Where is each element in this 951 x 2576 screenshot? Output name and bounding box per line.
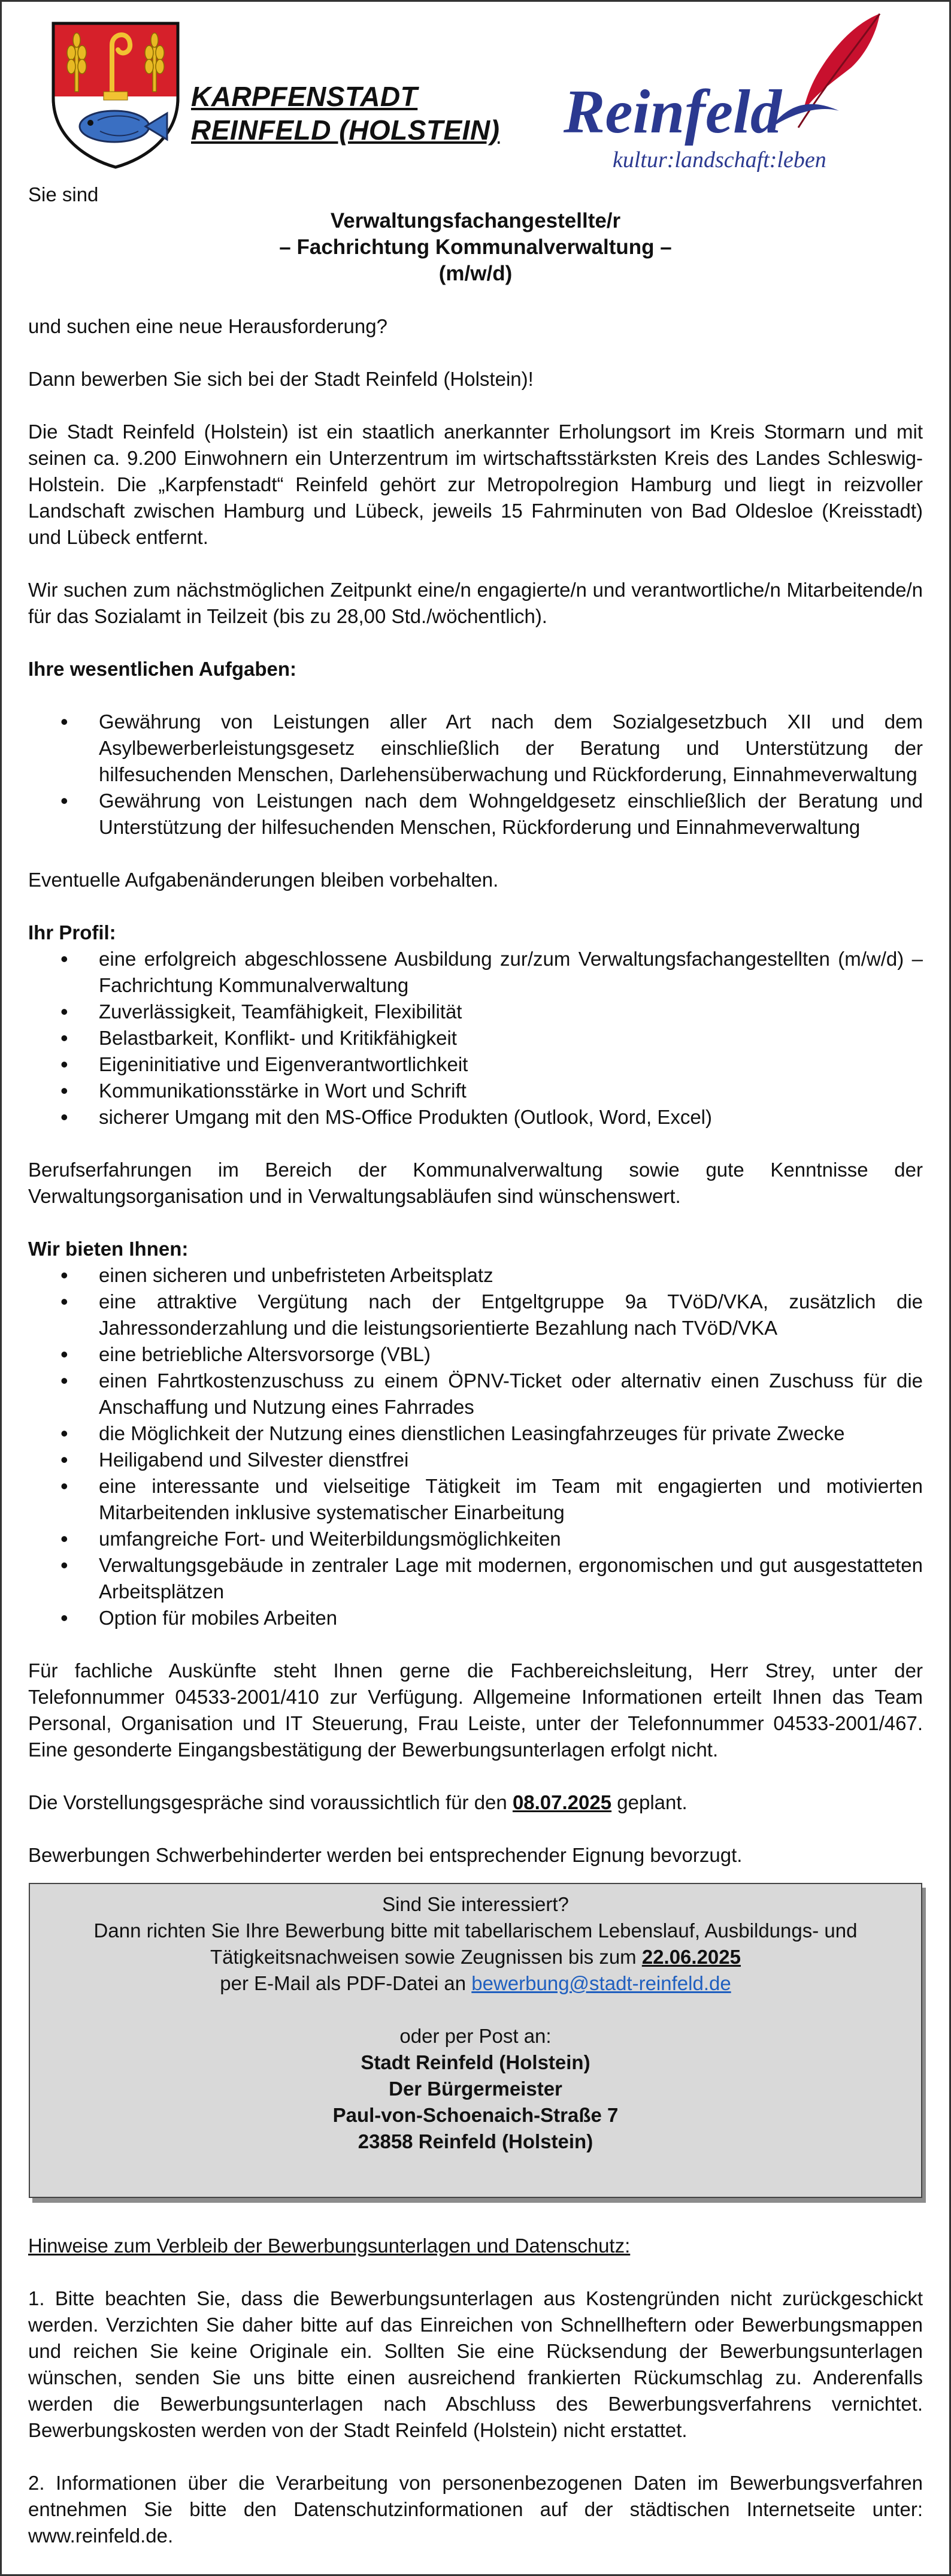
paragraph-city-description: Die Stadt Reinfeld (Holstein) ist ein staatlich anerkannter Erholungsort im Kreis Stormarn und mit seinen ca. 9.200 Einwohnern ein Unterzentrum im wirtschaftsstärksten Kreis des Landes Schleswig-Holstein. Die „Karpfenstadt“ Reinfeld gehört zur Metropolregion Hamburg und liegt in reizvoller Landschaft zwischen Hamburg und Lübeck, jeweils 15 Fahrminuten von Bad Oldesloe (Kreisstadt) und Lübeck entfernt.: [28, 421, 923, 548]
list-item: • Eigeninitiative und Eigenverantwortlichkeit: [28, 1051, 923, 1078]
list-item: • Verwaltungsgebäude in zentraler Lage mit modernen, ergonomischen und gut ausgestatteten Arbeitsplätzen: [28, 1552, 923, 1605]
intro-text: Sie sind: [28, 183, 99, 205]
application-deadline: 22.06.2025: [641, 1946, 741, 1968]
apply-line3-text: Tätigkeitsnachweisen sowie Zeugnissen bis zum: [210, 1946, 642, 1968]
job-title: [28, 208, 923, 287]
address-line1: Stadt Reinfeld (Holstein): [361, 2051, 590, 2073]
paragraph-challenge: und suchen eine neue Herausforderung?: [28, 315, 387, 337]
list-item: • einen Fahrtkostenzuschuss zu einem ÖPNV-Ticket oder alternativ einen Zuschuss für die Anschaffung und Nutzung eines Fahrrades: [28, 1368, 923, 1420]
offer-list: [28, 1262, 923, 1631]
interview-paragraph: [28, 1789, 923, 1816]
list-item: • die Möglichkeit der Nutzung eines dienstlichen Leasingfahrzeuges für private Zwecke: [28, 1420, 923, 1447]
list-item: • einen sicheren und unbefristeten Arbeitsplatz: [28, 1262, 923, 1289]
apply-line2: Dann richten Sie Ihre Bewerbung bitte mit tabellarischem Lebenslauf, Ausbildungs- und: [93, 1919, 858, 1942]
apply-question: Sind Sie interessiert?: [382, 1893, 569, 1915]
list-item: • eine erfolgreich abgeschlossene Ausbildung zur/zum Verwaltungsfachangestellten (m/w/d) – Fachrichtung Kommunalverwaltung: [28, 946, 923, 999]
job-title-line2: – Fachrichtung Kommunalverwaltung –: [279, 235, 672, 259]
profile-note: Berufserfahrungen im Bereich der Kommunalverwaltung sowie gute Kenntnisse der Verwaltungsorganisation und in Verwaltungsabläufen sind wünschenswert.: [28, 1159, 923, 1207]
disabled-note: Bewerbungen Schwerbehinderter werden bei entsprechender Eignung bevorzugt.: [28, 1844, 743, 1866]
list-item: • Gewährung von Leistungen nach dem Wohngeldgesetz einschließlich der Beratung und Unterstützung der hilfesuchenden Menschen, Rückforderung und Einnahmeverwaltung: [28, 788, 923, 840]
city-name-line1: KARPFENSTADT: [191, 81, 418, 112]
application-box: [29, 1883, 922, 2198]
address-line4: 23858 Reinfeld (Holstein): [358, 2130, 593, 2152]
list-item: • eine interessante und vielseitige Tätigkeit im Team mit engagierten und motivierten Mitarbeitenden inklusive systematischer Einarbeitung: [28, 1473, 923, 1526]
brand-tagline: kultur:landschaft:leben: [613, 147, 826, 173]
interview-text-before: Die Vorstellungsgespräche sind voraussichtlich für den: [28, 1791, 513, 1813]
quill-feather-icon: [767, 10, 887, 130]
list-item: • Option für mobiles Arbeiten: [28, 1605, 923, 1631]
application-email-link[interactable]: bewerbung@stadt-reinfeld.de: [471, 1972, 731, 1994]
profile-list: [28, 946, 923, 1130]
interview-text-after: geplant.: [611, 1791, 687, 1813]
job-title-line3: (m/w/d): [438, 262, 513, 285]
city-name-line2: REINFELD (HOLSTEIN): [191, 114, 500, 146]
header: [28, 2, 923, 182]
brand-wordmark: Reinfeld: [564, 77, 782, 146]
list-item: • Belastbarkeit, Konflikt- und Kritikfähigkeit: [28, 1025, 923, 1051]
paragraph-apply: Dann bewerben Sie sich bei der Stadt Reinfeld (Holstein)!: [28, 368, 534, 390]
tasks-note: Eventuelle Aufgabenänderungen bleiben vorbehalten.: [28, 869, 499, 891]
list-item: • Gewährung von Leistungen aller Art nach dem Sozialgesetzbuch XII und dem Asylbewerberleistungsgesetz einschließlich der Beratung und Unterstützung der hilfesuchenden Menschen, Darlehensüberwachung und Rückforderung, Einnahmeverwaltung: [28, 709, 923, 788]
list-item: • Zuverlässigkeit, Teamfähigkeit, Flexibilität: [28, 999, 923, 1025]
offer-title: Wir bieten Ihnen:: [28, 1238, 189, 1260]
apply-line4: [42, 1970, 909, 1997]
list-item: • eine attraktive Vergütung nach der Entgeltgruppe 9a TVöD/VKA, zusätzlich die Jahressonderzahlung und die leistungsorientierte Bezahlung nach TVöD/VKA: [28, 1289, 923, 1341]
profile-title: Ihr Profil:: [28, 921, 116, 944]
list-item: • umfangreiche Fort- und Weiterbildungsmöglichkeiten: [28, 1526, 923, 1552]
tasks-title: Ihre wesentlichen Aufgaben:: [28, 658, 297, 680]
list-item: • sicherer Umgang mit den MS-Office Produkten (Outlook, Word, Excel): [28, 1104, 923, 1130]
city-name: [191, 80, 499, 147]
interview-date: 08.07.2025: [512, 1791, 612, 1813]
notes-item-1: 1. Bitte beachten Sie, dass die Bewerbungsunterlagen aus Kostengründen nicht zurückgeschickt werden. Verzichten Sie daher bitte auf das Einreichen von Schnellheftern oder Bewerbungsmappen und reichen Sie keine Originale ein. Sollten Sie eine Rücksendung der Bewerbungsunterlagen wünschen, senden Sie uns bitte einen ausreichend frankierten Rückumschlag zu. Anderenfalls werden die Bewerbungsunterlagen nach Abschluss des Bewerbungsverfahrens vernichtet. Bewerbungskosten werden von der Stadt Reinfeld (Holstein) nicht erstattet.: [28, 2287, 923, 2441]
apply-line3: [42, 1944, 909, 1970]
list-item: • Kommunikationsstärke in Wort und Schrift: [28, 1078, 923, 1104]
job-title-line1: Verwaltungsfachangestellte/r: [330, 209, 621, 232]
contact-paragraph: Für fachliche Auskünfte steht Ihnen gerne die Fachbereichsleitung, Herr Strey, unter der Telefonnummer 04533-2001/410 zur Verfügung. Allgemeine Informationen erteilt Ihnen das Team Personal, Organisation und IT Steuerung, Frau Leiste, unter der Telefonnummer 04533-2001/467. Eine gesonderte Eingangsbestätigung der Bewerbungsunterlagen erfolgt nicht.: [28, 1659, 923, 1761]
notes-item-2: 2. Informationen über die Verarbeitung von personenbezogenen Daten im Bewerbungsverfahren entnehmen Sie bitte den Datenschutzinformationen auf der städtischen Internetseite unter: www.reinfeld.de.: [28, 2472, 923, 2547]
list-item: • Heiligabend und Silvester dienstfrei: [28, 1447, 923, 1473]
list-item: • eine betriebliche Altersvorsorge (VBL): [28, 1341, 923, 1368]
brand-logo: [558, 10, 893, 184]
notes-title: Hinweise zum Verbleib der Bewerbungsunterlagen und Datenschutz:: [28, 2235, 631, 2257]
tasks-list: [28, 709, 923, 840]
address-line2: Der Bürgermeister: [389, 2078, 562, 2100]
address-line3: Paul-von-Schoenaich-Straße 7: [332, 2104, 619, 2126]
coat-of-arms-icon: [50, 20, 181, 170]
apply-line4-text: per E-Mail als PDF-Datei an: [220, 1972, 472, 1994]
paragraph-position: Wir suchen zum nächstmöglichen Zeitpunkt eine/n engagierte/n und verantwortliche/n Mitarbeitende/n für das Sozialamt in Teilzeit (bis zu 28,00 Std./wöchentlich).: [28, 579, 923, 627]
post-intro: oder per Post an:: [399, 2025, 552, 2047]
